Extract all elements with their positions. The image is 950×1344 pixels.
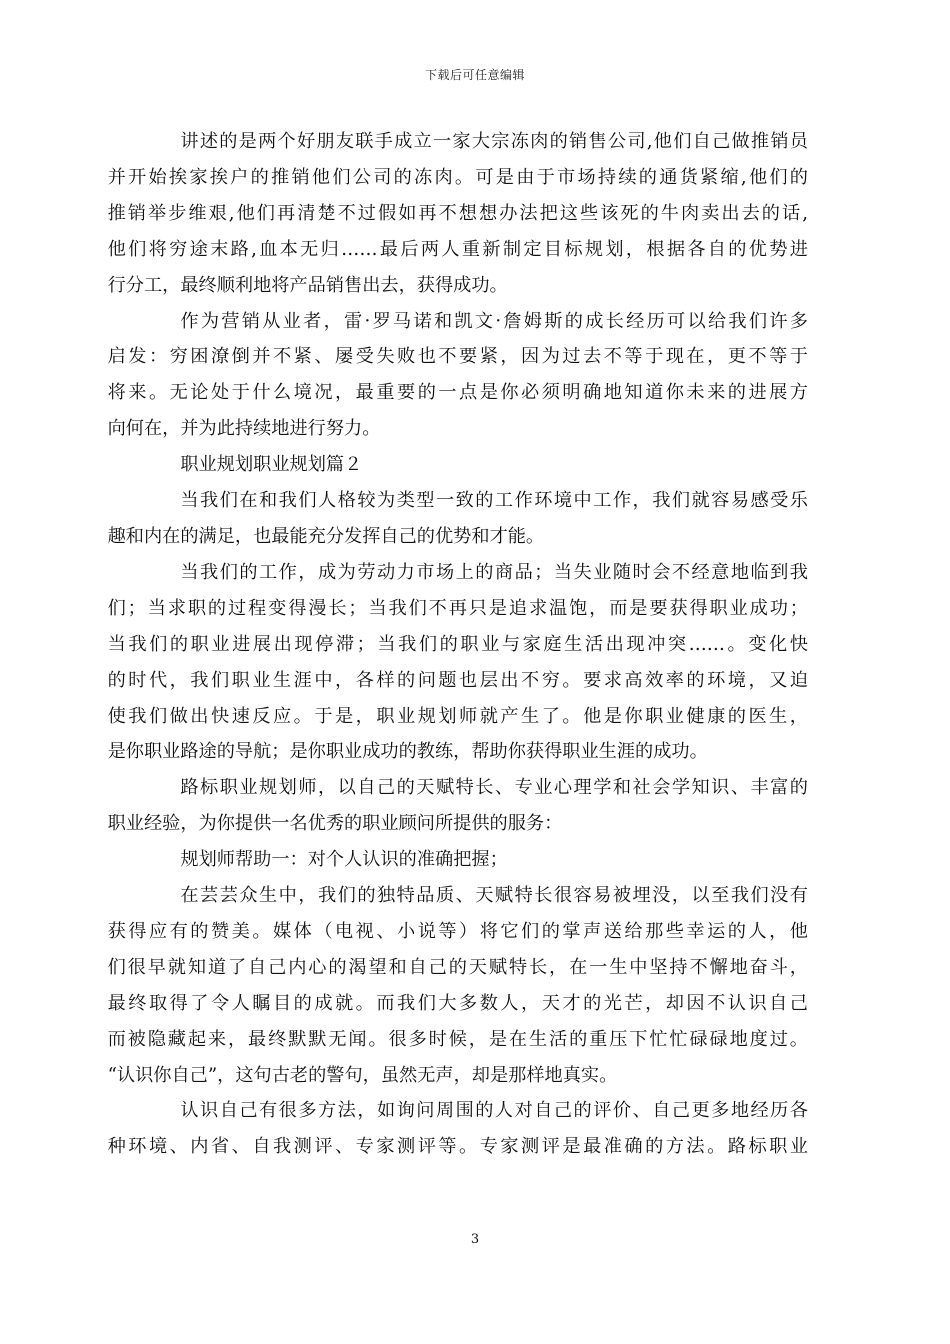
paragraph-6 xyxy=(107,878,808,1093)
text-line: 启发：穷困潦倒并不紧、屡受失败也不要紧，因为过去不等于现在，更不等于 xyxy=(107,346,808,368)
text-line: 使我们做出快速反应。于是，职业规划师就产生了。他是你职业健康的医生， xyxy=(107,705,808,727)
text-line: 将来。无论处于什么境况，最重要的一点是你必须明确地知道你未来的进展方 xyxy=(107,382,808,404)
text-line: 讲述的是两个好朋友联手成立一家大宗冻肉的销售公司,他们自己做推销员 xyxy=(180,131,808,152)
paragraph-4 xyxy=(107,555,808,770)
text-line: 趣和内在的满足，也最能充分发挥自己的优势和才能。 xyxy=(107,525,545,547)
text-line: 认识自己有很多方法，如询问周围的人对自己的评价、自己更多地经历各 xyxy=(180,1100,808,1122)
page-number: 3 xyxy=(470,1232,480,1247)
text-line: “认识你自己”，这句古老的警句，虽然无声，却是那样地真实。 xyxy=(107,1064,618,1086)
text-line: 并开始挨家挨户的推销他们公司的冻肉。可是由于市场持续的通货紧缩,他们的 xyxy=(107,166,808,188)
text-line: 当我们的职业进展出现停滞；当我们的职业与家庭生活出现冲突……。变化快 xyxy=(107,633,808,655)
text-line: 是你职业路途的导航；是你职业成功的教练，帮助你获得职业生涯的成功。 xyxy=(107,741,708,763)
text-line: 行分工，最终顺利地将产品销售出去，获得成功。 xyxy=(107,274,508,296)
document-body xyxy=(107,124,808,1165)
text-line: 路标职业规划师，以自己的天赋特长、专业心理学和社会学知识、丰富的 xyxy=(180,777,808,799)
text-line: 作为营销从业者，雷·罗马诺和凯文·詹姆斯的成长经历可以给我们许多 xyxy=(180,310,808,332)
text-line: 们很早就知道了自己内心的渴望和自己的天赋特长，在一生中坚持不懈地奋斗， xyxy=(107,956,808,978)
text-line: 们；当求职的过程变得漫长；当我们不再只是追求温饱，而是要获得职业成功； xyxy=(107,597,808,619)
text-line: 的时代，我们职业生涯中，各样的问题也层出不穷。要求高效率的环境，又迫 xyxy=(107,669,808,691)
text-line: 推销举步维艰,他们再清楚不过假如再不想想办法把这些该死的牛肉卖出去的话, xyxy=(107,202,808,224)
subsection-heading xyxy=(144,842,808,878)
section-heading xyxy=(144,447,808,483)
text-line: 最终取得了令人瞩目的成就。而我们大多数人，天才的光芒，却因不认识自己 xyxy=(107,992,808,1014)
text-line: 当我们的工作，成为劳动力市场上的商品；当失业随时会不经意地临到我 xyxy=(180,561,808,583)
paragraph-2 xyxy=(107,304,808,448)
text-line: 他们将穷途末路,血本无归……最后两人重新制定目标规划，根据各自的优势进 xyxy=(107,238,808,260)
text-line: 而被隐藏起来，最终默默无闻。很多时候，是在生活的重压下忙忙碌碌地度过。 xyxy=(107,1028,808,1050)
text-line: 在芸芸众生中，我们的独特品质、天赋特长很容易被埋没，以至我们没有 xyxy=(180,885,808,907)
text-line: 职业规划职业规划篇２ xyxy=(180,454,363,476)
paragraph-7 xyxy=(107,1093,808,1165)
paragraph-1 xyxy=(107,124,808,304)
text-line: 职业经验，为你提供一名优秀的职业顾问所提供的服务： xyxy=(107,813,563,835)
text-line: 当我们在和我们人格较为类型一致的工作环境中工作，我们就容易感受乐 xyxy=(180,490,808,512)
paragraph-5 xyxy=(107,770,808,842)
text-line: 向何在，并为此持续地进行努力。 xyxy=(107,418,381,440)
page-header: 下载后可任意编辑 xyxy=(424,68,525,82)
text-line: 种环境、内省、自我测评、专家测评等。专家测评是最准确的方法。路标职业 xyxy=(107,1136,808,1158)
text-line: 规划师帮助一：对个人认识的准确把握； xyxy=(180,849,508,871)
text-line: 获得应有的赞美。媒体（电视、小说等）将它们的掌声送给那些幸运的人，他 xyxy=(107,920,808,942)
paragraph-3 xyxy=(107,483,808,555)
